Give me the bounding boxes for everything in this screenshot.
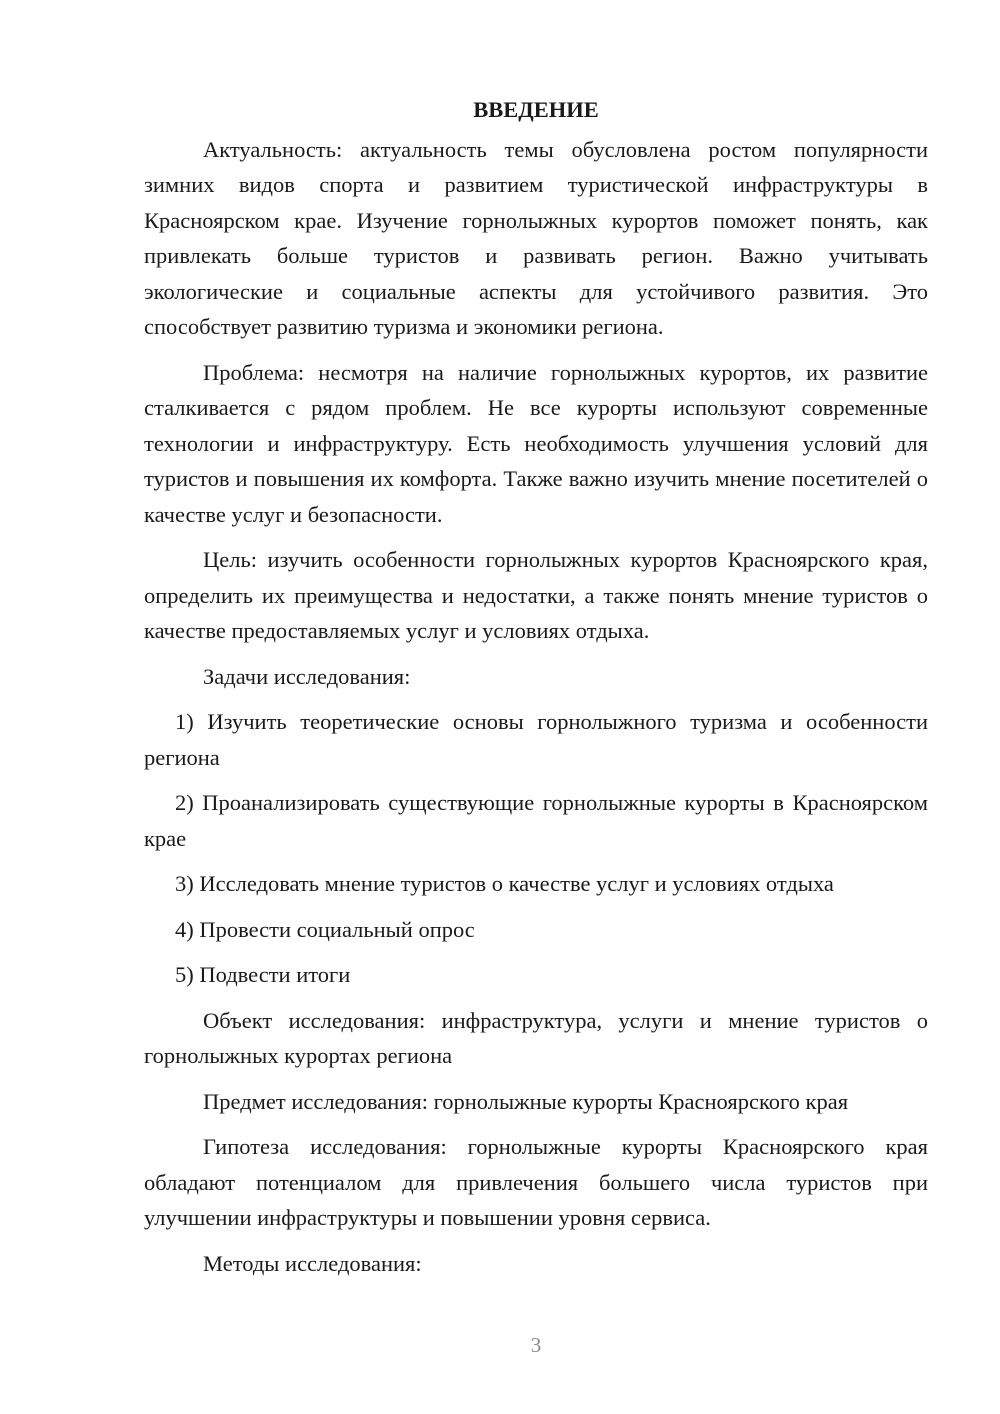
paragraph-object: Объект исследования: инфраструктура, услуги и мнение туристов о горнолыжных курортах региона: [144, 1007, 928, 1068]
task-item-5: 5) Подвести итоги: [175, 962, 351, 987]
task-item-3: 3) Исследовать мнение туристов о качестве услуг и условиях отдыха: [175, 871, 834, 896]
page-title: ВВЕДЕНИЕ: [473, 97, 599, 122]
page-number: 3: [530, 1333, 542, 1357]
paragraph-methods-heading: Методы исследования:: [203, 1250, 422, 1276]
document-body: [144, 92, 928, 1291]
task-item-2: 2) Проанализировать существующие горнолыжные курорты в Красноярском крае: [144, 790, 928, 851]
paragraph-relevance: Актуальность: актуальность темы обусловлена ростом популярности зимних видов спорта и развитием туристической инфраструктуры в Красноярском крае. Изучение горнолыжных курортов поможет понять, как привлекать больше туристов и развивать регион. Важно учитывать экологические и социальные аспекты для устойчивого развития. Это способствует развитию туризма и экономики региона.: [144, 136, 928, 339]
task-item-4: 4) Провести социальный опрос: [175, 916, 475, 942]
paragraph-problem: Проблема: несмотря на наличие горнолыжных курортов, их развитие сталкивается с рядом проблем. Не все курорты используют современные технологии и инфраструктуру. Есть необходимость улучшения условий для туристов и повышения их комфорта. Также важно изучить мнение посетителей о качестве услуг и безопасности.: [144, 359, 928, 527]
paragraph-tasks-heading: Задачи исследования:: [203, 663, 411, 689]
paragraph-subject: Предмет исследования: горнолыжные курорты Красноярского края: [203, 1088, 849, 1114]
paragraph-hypothesis: Гипотеза исследования: горнолыжные курорты Красноярского края обладают потенциалом для привлечения большего числа туристов при улучшении инфраструктуры и повышении уровня сервиса.: [144, 1134, 928, 1230]
task-item-1: 1) Изучить теоретические основы горнолыжного туризма и особенности региона: [144, 709, 928, 770]
paragraph-goal: Цель: изучить особенности горнолыжных курортов Красноярского края, определить их преимущества и недостатки, а также понять мнение туристов о качестве предоставляемых услуг и условиях отдыха.: [144, 547, 928, 643]
